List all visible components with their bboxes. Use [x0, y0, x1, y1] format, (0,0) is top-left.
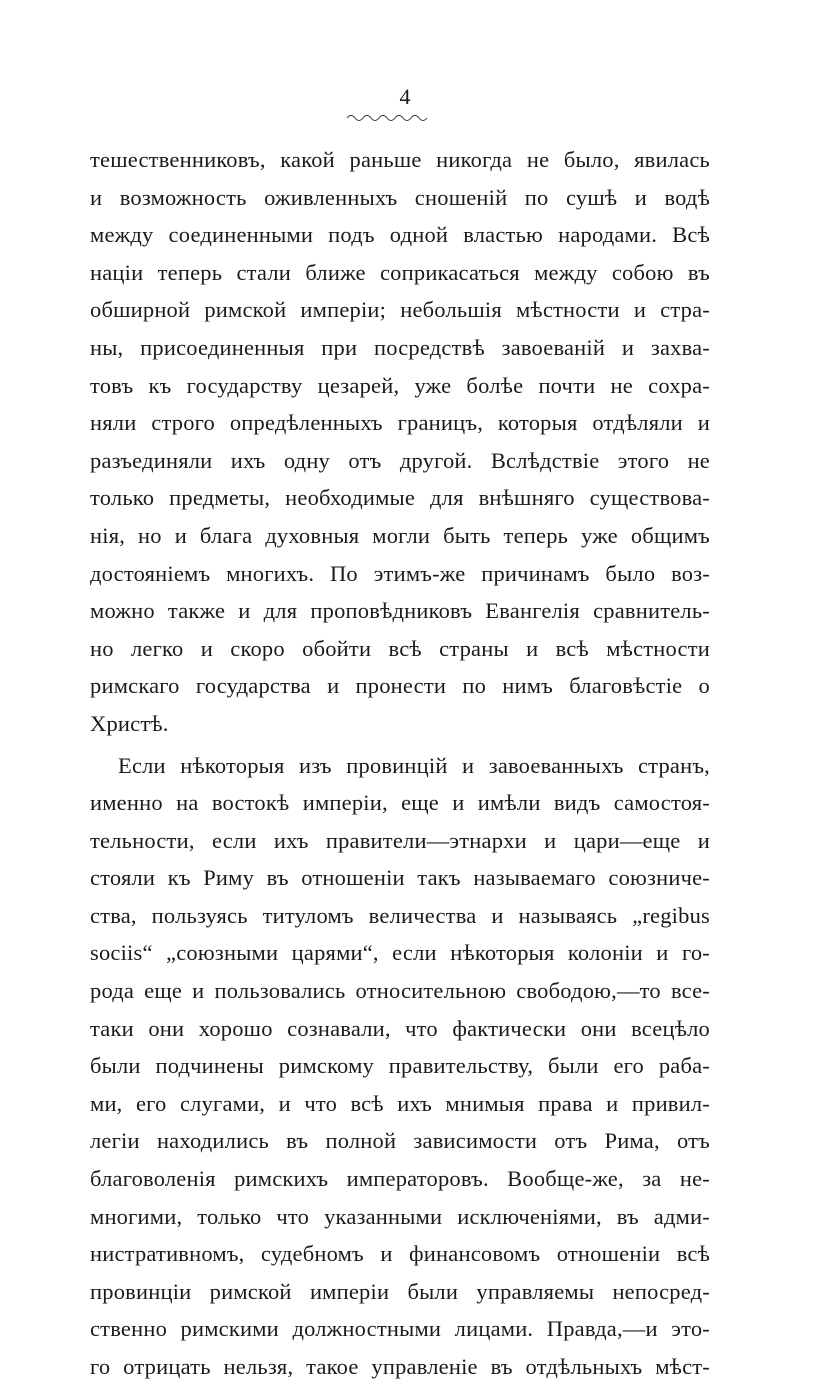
text-line: нія, но и блага духовныя могли быть теперь уже общимъ: [90, 522, 710, 548]
text-line: только предметы, необходимые для внѣшняго существова-: [90, 485, 710, 511]
text-line: можно также и для проповѣдниковъ Евангелія сравнитель-: [90, 598, 710, 624]
text-line: няли строго опредѣленныхъ границъ, которыя отдѣляли и: [90, 410, 710, 436]
paragraph-1: [90, 141, 710, 743]
text-line: нистративномъ, судебномъ и финансовомъ отношеніи всѣ: [90, 1241, 710, 1267]
text-line: легіи находились въ полной зависимости отъ Рима, отъ: [90, 1128, 710, 1154]
text-line: ства, пользуясь титуломъ величества и называясь „regibus: [90, 902, 710, 928]
text-line: обширной римской имперіи; небольшія мѣстности и стра-: [90, 297, 710, 323]
text-line: ми, его слугами, и что всѣ ихъ мнимыя права и привил-: [90, 1090, 710, 1116]
wavy-ornament-icon: [345, 112, 435, 122]
text-line: ственно римскими должностными лицами. Правда,—и это-: [90, 1316, 710, 1342]
text-line: стояли къ Риму въ отношеніи такъ называемаго союзниче-: [90, 865, 710, 891]
text-line: достояніемъ многихъ. По этимъ-же причинамъ было воз-: [90, 560, 710, 586]
text-line: были подчинены римскому правительству, были его раба-: [90, 1053, 710, 1079]
body-text: [90, 141, 710, 1386]
text-line: благоволенія римскихъ императоровъ. Вообще-же, за не-: [90, 1166, 710, 1192]
text-line: но легко и скоро обойти всѣ страны и всѣ мѣстности: [90, 635, 710, 661]
page-number: 4: [399, 84, 411, 109]
text-line: Если нѣкоторыя изъ провинцій и завоеванныхъ странъ,: [118, 752, 710, 778]
text-line: товъ къ государству цезарей, уже болѣе почти не сохра-: [90, 372, 710, 398]
page-header: [0, 84, 840, 122]
text-line: именно на востокѣ имперіи, еще и имѣли видъ самостоя-: [90, 790, 710, 816]
text-line: таки они хорошо сознавали, что фактически они всецѣло: [90, 1015, 710, 1041]
text-line: го отрицать нельзя, такое управленіе въ отдѣльныхъ мѣст-: [90, 1354, 710, 1379]
text-line: тешественниковъ, какой раньше никогда не было, явилась: [90, 147, 710, 172]
text-line: и возможность оживленныхъ сношеній по сушѣ и водѣ: [90, 184, 710, 210]
text-line: римскаго государства и пронести по нимъ благовѣстіе о: [90, 673, 710, 699]
text-line: націи теперь стали ближе соприкасаться между собою въ: [90, 259, 710, 285]
text-line: тельности, если ихъ правители—этнархи и цари—еще и: [90, 827, 710, 853]
text-line: многими, только что указанными исключеніями, въ адми-: [90, 1203, 710, 1229]
paragraph-2: [90, 747, 710, 1386]
text-line: sociis“ „союзными царями“, если нѣкоторыя колоніи и го-: [90, 940, 710, 966]
text-line: провинціи римской имперіи были управляемы непосред-: [90, 1278, 710, 1304]
text-line: ны, присоединенныя при посредствѣ завоеваній и захва-: [90, 334, 710, 360]
text-line: между соединенными подъ одной властью народами. Всѣ: [90, 222, 710, 248]
text-line: разъединяли ихъ одну отъ другой. Вслѣдствіе этого не: [90, 447, 710, 473]
text-line: Христѣ.: [90, 710, 169, 736]
text-line: рода еще и пользовались относительною свободою,—то все-: [90, 978, 710, 1004]
